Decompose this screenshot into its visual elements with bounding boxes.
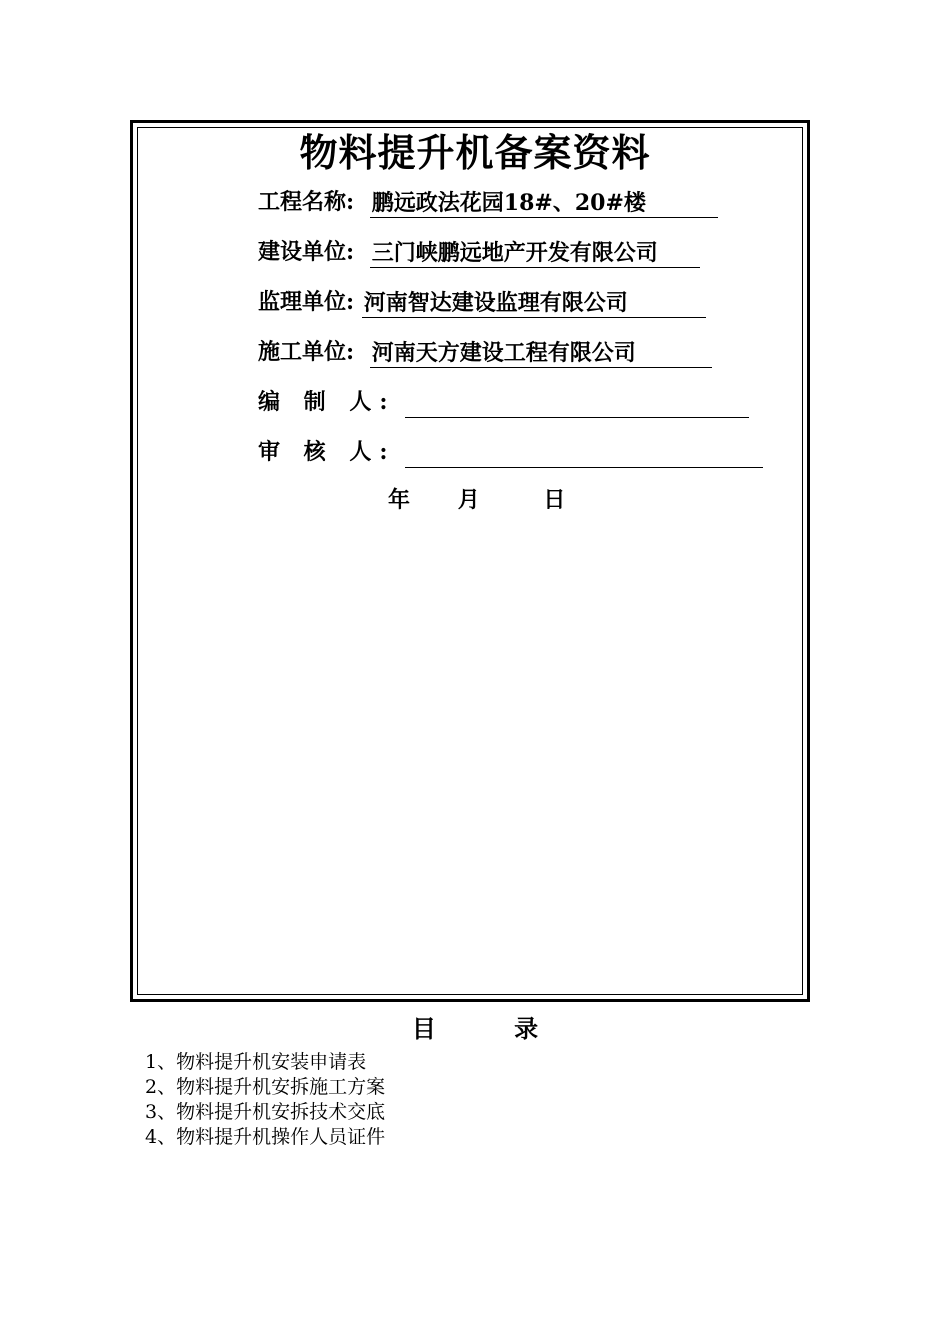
date-year: 年 [388,487,411,513]
field-label: 工程名称: [258,189,355,215]
toc-title [0,1012,950,1046]
toc-title-right: 录 [514,1014,539,1043]
field-label: 编 制 人: [258,389,396,415]
toc-list [145,1050,385,1150]
field-value [405,439,763,468]
field-label: 施工单位: [258,339,355,365]
field-label: 监理单位: [258,289,355,315]
cover-title: 物料提升机备案资料 [299,130,651,175]
date-line [388,485,565,515]
field-project-name [258,186,718,218]
toc-item: 1、物料提升机安装申请表 [145,1051,367,1073]
toc-item: 3、物料提升机安拆技术交底 [145,1101,386,1123]
field-developer [258,236,700,268]
date-month: 月 [457,487,480,513]
field-value [405,389,749,418]
field-reviewer [258,436,763,468]
field-contractor [258,336,712,368]
field-label: 审 核 人: [258,439,396,465]
field-value: 河南智达建设监理有限公司 [362,289,706,318]
field-value: 鹏远政法花园18#、20#楼 [370,189,718,218]
field-value: 三门峡鹏远地产开发有限公司 [370,239,700,268]
field-supervisor [258,286,706,318]
toc-title-left: 目 [411,1014,436,1043]
field-value: 河南天方建设工程有限公司 [370,339,712,368]
field-compiler [258,386,749,418]
field-label: 建设单位: [258,239,355,265]
date-day: 日 [543,487,566,513]
toc-item: 2、物料提升机安拆施工方案 [145,1076,386,1098]
toc-item: 4、物料提升机操作人员证件 [145,1126,386,1148]
